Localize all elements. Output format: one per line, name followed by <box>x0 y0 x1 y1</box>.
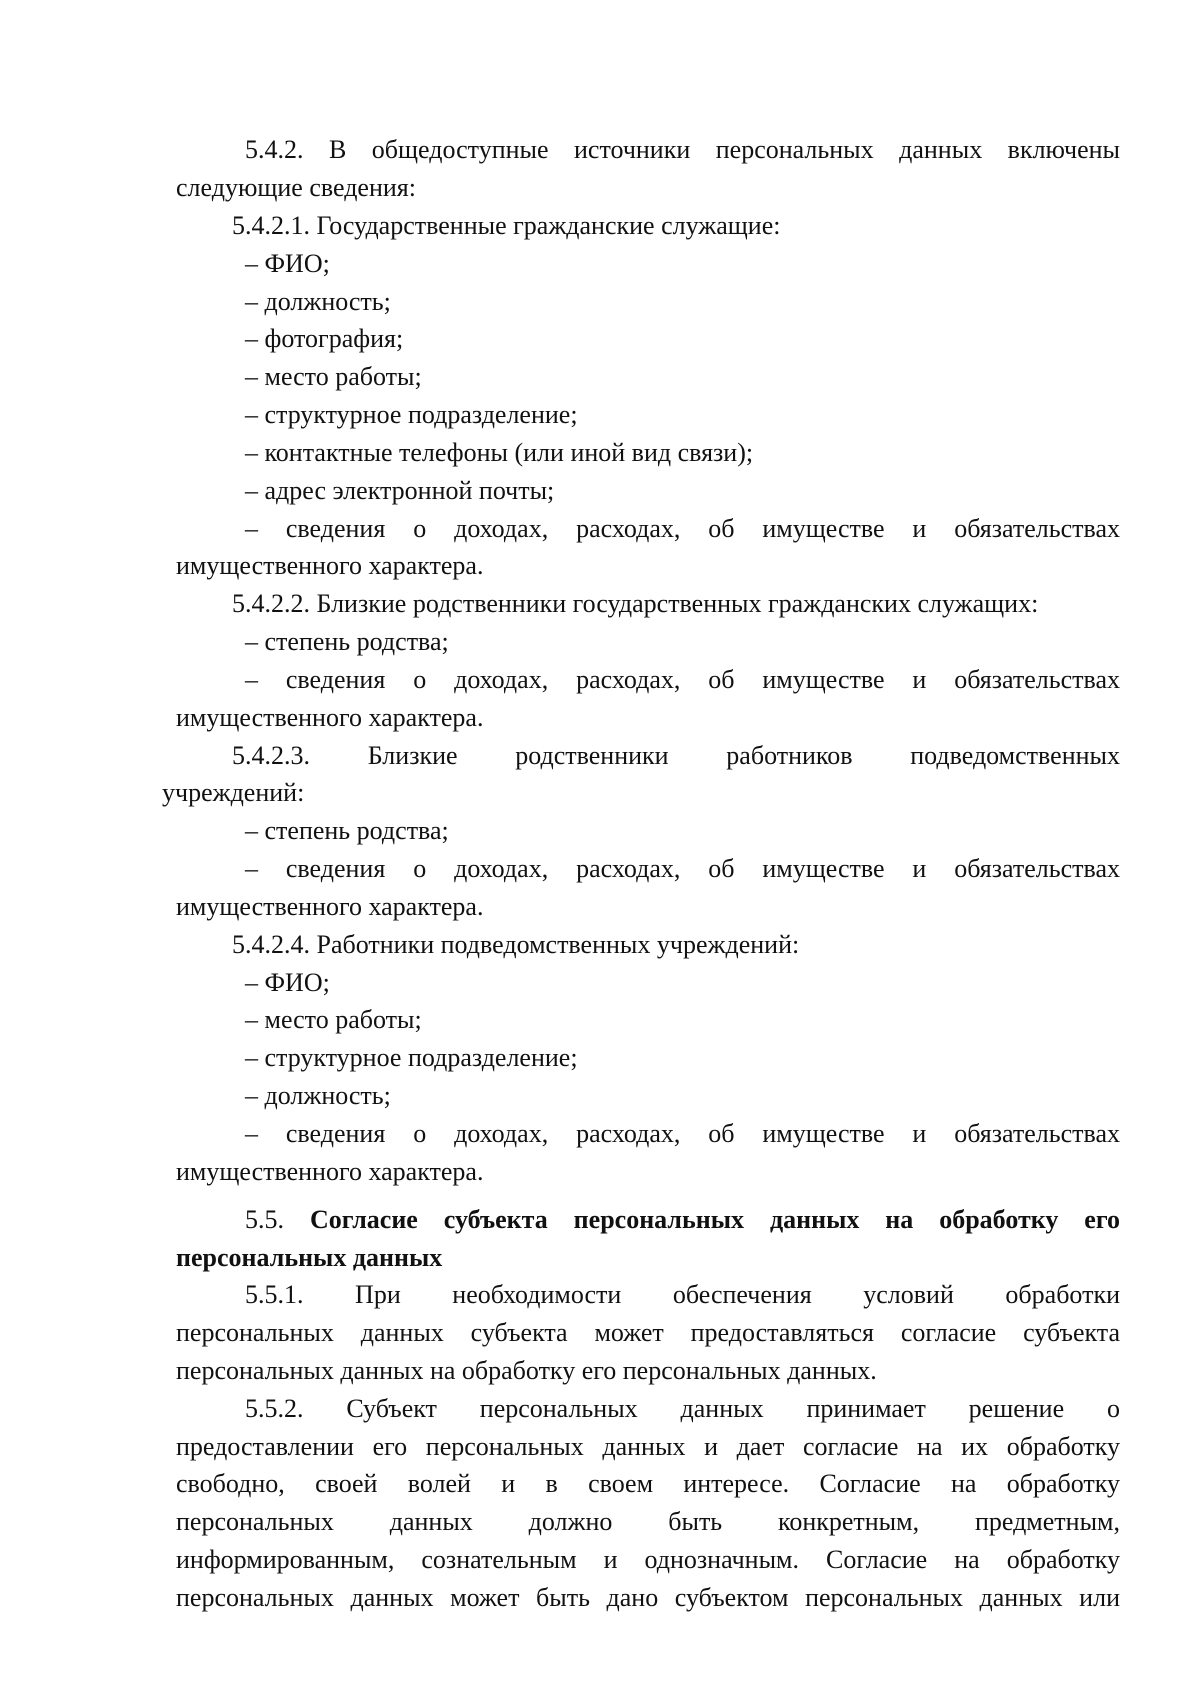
list-item: – фотография; <box>245 324 404 353</box>
section-heading <box>245 1203 1120 1237</box>
list-item: – ФИО; <box>245 968 330 997</box>
list-item: – место работы; <box>245 1005 422 1034</box>
list-item: – структурное подразделение; <box>245 1043 578 1072</box>
list-item: – адрес электронной почты; <box>245 476 555 505</box>
list-item: – место работы; <box>245 362 422 391</box>
text-line: следующие сведения: <box>176 173 416 202</box>
list-item: – сведения о доходах, расходах, об имуществе и обязательствах <box>245 854 1120 883</box>
list-item: – сведения о доходах, расходах, об имуществе и обязательствах <box>245 1119 1120 1148</box>
text-line: персональных данных может быть дано субъектом персональных данных или <box>176 1583 1120 1612</box>
list-item: – структурное подразделение; <box>245 400 578 429</box>
text-line: имущественного характера. <box>176 703 484 732</box>
text-line: персональных данных должно быть конкретным, предметным, <box>176 1507 1120 1536</box>
text-line: 5.5.2. Субъект персональных данных принимает решение о <box>245 1394 1120 1423</box>
text-line: 5.5.1. При необходимости обеспечения условий обработки <box>245 1280 1120 1309</box>
text-line: имущественного характера. <box>176 551 484 580</box>
section-title: Согласие субъекта персональных данных на обработку его <box>309 1205 1121 1234</box>
list-item: – сведения о доходах, расходах, об имуществе и обязательствах <box>245 665 1120 694</box>
text-line: имущественного характера. <box>176 1157 484 1186</box>
list-item: – сведения о доходах, расходах, об имуществе и обязательствах <box>245 514 1120 543</box>
list-item: – контактные телефоны (или иной вид связи); <box>245 438 754 467</box>
text-line: 5.4.2.3. Близкие родственники работников подведомственных <box>232 741 1120 770</box>
text-line: персональных данных на обработку его персональных данных. <box>176 1356 877 1385</box>
text-line: персональных данных субъекта может предоставляться согласие субъекта <box>176 1318 1120 1347</box>
list-item: – должность; <box>245 1081 391 1110</box>
section-number: 5.5. <box>245 1205 284 1234</box>
text-line: 5.4.2. В общедоступные источники персональных данных включены <box>245 135 1120 164</box>
list-item: – должность; <box>245 287 391 316</box>
text-line: 5.4.2.4. Работники подведомственных учреждений: <box>232 930 800 959</box>
text-line: 5.4.2.2. Близкие родственники государственных гражданских служащих: <box>232 589 1039 618</box>
list-item: – степень родства; <box>245 627 449 656</box>
text-line: информированным, сознательным и однозначным. Согласие на обработку <box>176 1545 1120 1574</box>
text-line: 5.4.2.1. Государственные гражданские служащие: <box>232 211 781 240</box>
text-line: имущественного характера. <box>176 892 484 921</box>
text-line: учреждений: <box>162 778 305 807</box>
section-title-continuation: персональных данных <box>176 1243 443 1272</box>
list-item: – ФИО; <box>245 249 330 278</box>
text-line: предоставлении его персональных данных и дает согласие на их обработку <box>176 1432 1120 1461</box>
text-line: свободно, своей волей и в своем интересе. Согласие на обработку <box>176 1469 1120 1498</box>
list-item: – степень родства; <box>245 816 449 845</box>
